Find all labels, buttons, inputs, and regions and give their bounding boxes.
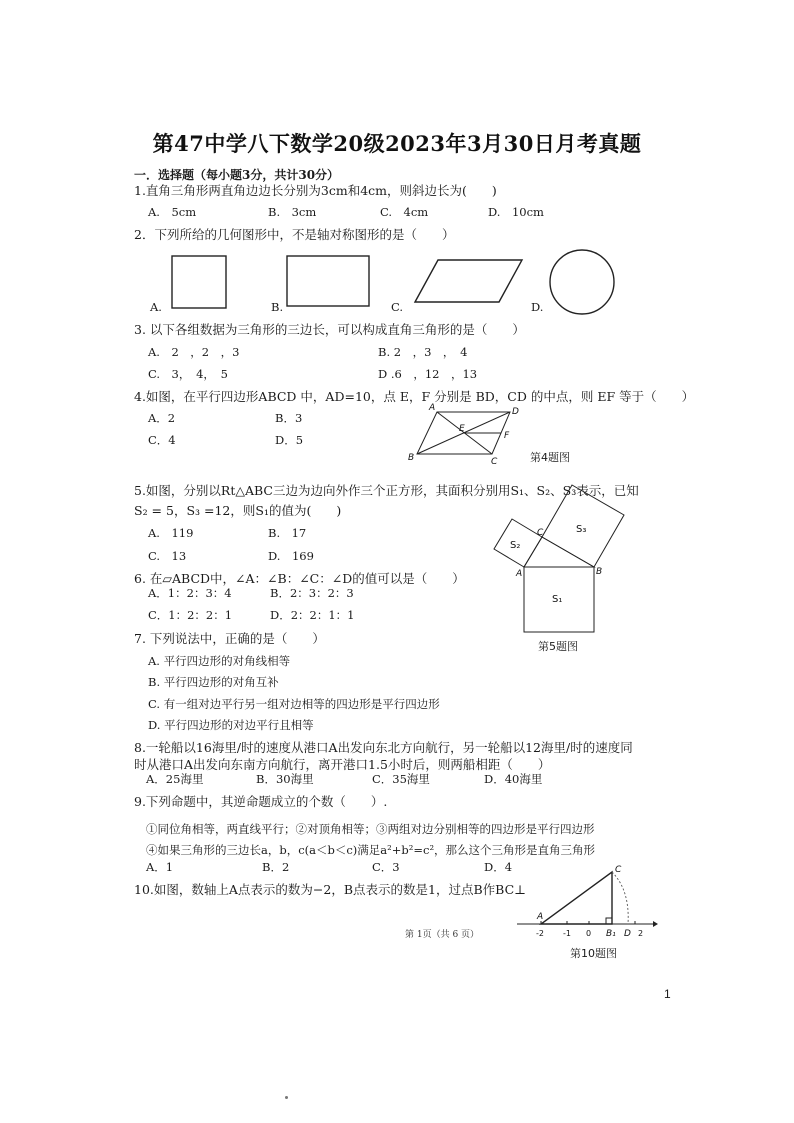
q6-option-c: C．1：2：2：1 xyxy=(148,608,233,622)
q1-option-a: A. 5cm xyxy=(148,205,197,219)
q4-label-c: C xyxy=(491,457,498,467)
q4-option-c: C．4 xyxy=(148,433,176,447)
q5-option-a: A. 119 xyxy=(148,526,194,540)
q2-circle-shape xyxy=(550,250,614,314)
q10-label-b1: B₁ xyxy=(606,929,616,939)
question-5-stem-line2: S₂ = 5，S₃ =12，则S₁的值为( ) xyxy=(134,503,342,518)
q3-option-d: D .6 ，12 ，13 xyxy=(378,367,478,381)
page-footer: 第 1页（共 6 页） xyxy=(405,930,480,940)
question-8-stem-line2: 时从港口A出发向东南方向航行，离开港口1.5小时后，则两船相距（ ） xyxy=(134,757,551,772)
page-title: 第47中学八下数学20级2023年3月30日月考真题 xyxy=(152,131,642,156)
page-number: 1 xyxy=(664,987,671,1001)
q9-statement-line1: ①同位角相等，两直线平行；②对顶角相等；③两组对边分别相等的四边形是平行四边形 xyxy=(146,822,595,836)
q10-arc xyxy=(612,872,628,924)
q10-right-angle-mark xyxy=(606,918,612,924)
q10-tick-0: 0 xyxy=(586,929,592,938)
q3-option-b: B. 2 ，3 ， 4 xyxy=(378,345,468,359)
q7-option-b: B. 平行四边形的对角互补 xyxy=(148,675,279,689)
q2-rectangle-shape xyxy=(287,256,369,306)
question-2-stem: 2．下列所给的几何图形中，不是轴对称图形的是（ ） xyxy=(134,227,455,242)
q3-option-a: A. 2 ，2 ，3 xyxy=(148,345,240,359)
q10-right-triangle xyxy=(541,872,612,924)
q6-option-b: B．2：3：2：3 xyxy=(270,586,354,600)
q2-option-b: B. xyxy=(271,300,284,314)
q9-statement-line2: ④如果三角形的三边长a，b，c(a＜b＜c)满足a²+b²=c²，那么这个三角形是直角三角形 xyxy=(146,843,596,857)
q4-label-e: E xyxy=(459,424,465,434)
q5-triangle-abc xyxy=(524,537,594,567)
q8-option-a: A．25海里 xyxy=(146,772,204,786)
question-6-stem: 6. 在▱ABCD中，∠A：∠B：∠C：∠D的值可以是（ ） xyxy=(134,571,465,586)
q10-label-d: D xyxy=(624,929,631,939)
q1-option-c: C. 4cm xyxy=(380,205,429,219)
q5-figure-caption: 第5题图 xyxy=(538,640,578,653)
q8-option-c: C．35海里 xyxy=(372,772,430,786)
q1-option-b: B. 3cm xyxy=(268,205,317,219)
question-10-stem: 10.如图，数轴上A点表示的数为−2，B点表示的数是1，过点B作BC⊥ xyxy=(134,882,526,897)
q10-tick-2: 2 xyxy=(638,929,644,938)
q5-option-c: C. 13 xyxy=(148,549,187,563)
question-5-stem-line1: 5.如图，分别以Rt△ABC三边为边向外作三个正方形，其面积分别用S₁、S₂、S₃表示，已知 xyxy=(134,483,639,498)
q4-option-a: A．2 xyxy=(148,411,176,425)
q4-option-b: B．3 xyxy=(275,411,303,425)
q10-number-line-figure xyxy=(515,860,655,942)
q5-label-b: B xyxy=(596,567,603,577)
q4-label-d: D xyxy=(512,407,519,417)
q9-option-c: C．3 xyxy=(372,860,400,874)
q2-option-d: D. xyxy=(531,300,544,314)
q4-figure-caption: 第4题图 xyxy=(530,451,570,464)
q7-option-c: C. 有一组对边平行另一组对边相等的四边形是平行四边形 xyxy=(148,697,440,711)
question-9-stem: 9.下列命题中，其逆命题成立的个数（ ）. xyxy=(134,794,388,809)
question-8-stem-line1: 8.一轮船以16海里/时的速度从港口A出发向东北方向航行，另一轮船以12海里/时的速度同 xyxy=(134,740,633,755)
scan-speck xyxy=(285,1096,288,1099)
q2-option-c: C. xyxy=(391,300,404,314)
q4-option-d: D．5 xyxy=(275,433,304,447)
q2-option-a: A. xyxy=(150,300,162,314)
q6-option-d: D．2：2：1：1 xyxy=(270,608,355,622)
q9-option-d: D．4 xyxy=(484,860,513,874)
q2-square-shape xyxy=(172,256,226,308)
q7-option-d: D. 平行四边形的对边平行且相等 xyxy=(148,718,314,732)
q9-option-a: A．1 xyxy=(146,860,174,874)
question-1-stem: 1.直角三角形两直角边边长分别为3cm和4cm，则斜边长为( ) xyxy=(134,183,497,198)
question-4-stem: 4.如图，在平行四边形ABCD 中，AD=10，点 E，F 分别是 BD，CD 的中点，则 EF 等于（ ） xyxy=(134,389,695,404)
question-7-stem: 7. 下列说法中，正确的是（ ） xyxy=(134,631,325,646)
q1-option-d: D. 10cm xyxy=(488,205,544,219)
q5-option-d: D. 169 xyxy=(268,549,314,563)
q4-label-f: F xyxy=(504,431,510,441)
q9-option-b: B．2 xyxy=(262,860,290,874)
q2-shapes-figure xyxy=(140,250,620,320)
q5-label-s1: S₁ xyxy=(552,594,563,605)
q4-parallelogram-figure xyxy=(405,400,535,465)
q6-option-a: A．1：2：3：4 xyxy=(148,586,232,600)
section-heading: 一．选择题（每小题3分，共计30分） xyxy=(134,168,340,182)
q5-option-b: B. 17 xyxy=(268,526,307,540)
q2-parallelogram-shape xyxy=(415,260,522,302)
q5-label-c: C xyxy=(537,528,544,538)
q5-label-a: A xyxy=(516,569,523,579)
q7-option-a: A. 平行四边形的对角线相等 xyxy=(148,654,291,668)
q10-label-c: C xyxy=(615,865,622,875)
q8-option-b: B．30海里 xyxy=(256,772,314,786)
q5-label-s3: S₃ xyxy=(576,524,587,535)
q4-label-a: A xyxy=(429,403,436,413)
q3-option-c: C. 3， 4， 5 xyxy=(148,367,228,381)
q5-label-s2: S₂ xyxy=(510,540,521,551)
q8-option-d: D．40海里 xyxy=(484,772,543,786)
question-3-stem: 3. 以下各组数据为三角形的三边长，可以构成直角三角形的是（ ） xyxy=(134,322,525,337)
q10-tick-neg2: -2 xyxy=(536,929,544,938)
q5-squares-figure xyxy=(490,495,625,635)
q10-label-a: A xyxy=(537,912,544,922)
q10-figure-caption: 第10题图 xyxy=(570,947,617,960)
q4-label-b: B xyxy=(408,453,415,463)
q10-arrow-head xyxy=(653,921,658,927)
q10-tick-neg1: -1 xyxy=(563,929,571,938)
